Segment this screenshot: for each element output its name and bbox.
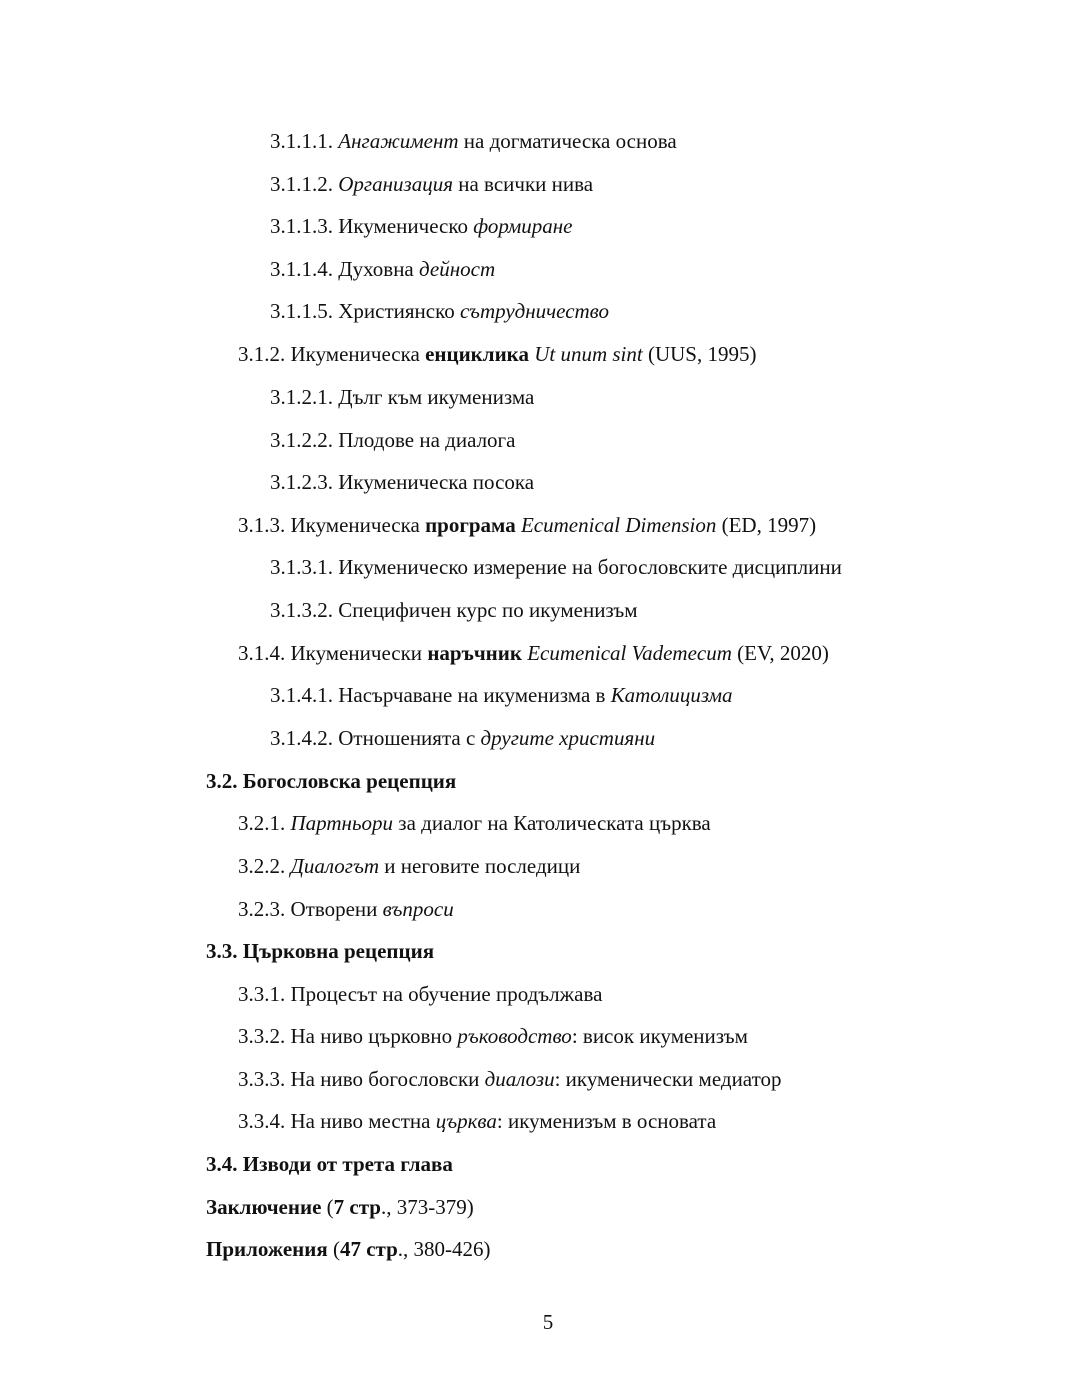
toc-text: : висок икуменизъм (571, 1024, 748, 1048)
toc-text: Отворени (290, 897, 383, 921)
toc-text: ( (327, 1237, 340, 1261)
toc-text: Дълг към икуменизма (338, 385, 535, 409)
toc-entry-3-1-4-2 (270, 725, 655, 751)
toc-entry-3-3-3 (238, 1066, 781, 1092)
toc-entry-3-1-1-4 (270, 256, 495, 282)
toc-italic-text: църква (435, 1109, 497, 1133)
toc-text: : икуменически медиатор (554, 1067, 782, 1091)
toc-text: (EV, 2020) (731, 641, 829, 665)
toc-text: Християнско (338, 299, 460, 323)
toc-number: 3.1.2.1. (270, 385, 333, 409)
toc-italic-text: Диалогът (290, 854, 380, 878)
toc-italic-text: Партньори (290, 811, 394, 835)
toc-text: (UUS, 1995) (642, 342, 757, 366)
toc-number: 3.1.1.4. (270, 257, 333, 281)
toc-text: Духовна (338, 257, 419, 281)
toc-heading-3-3: 3.3. Църковна рецепция (206, 939, 435, 963)
toc-text: ( (321, 1195, 334, 1219)
toc-entry-3-2-3 (238, 896, 454, 922)
toc-conclusion (206, 1194, 474, 1220)
toc-number: 3.1.3. (238, 513, 286, 537)
toc-text: на догматическа основа (458, 129, 677, 153)
toc-entry-3-3-4 (238, 1108, 716, 1134)
toc-heading-3-2: 3.2. Богословска рецепция (206, 769, 457, 793)
toc-number: 3.1.3.1. (270, 555, 333, 579)
toc-italic-text: дейност (419, 257, 496, 281)
toc-number: 3.1.4.1. (270, 683, 333, 707)
toc-entry-3-1-1-2 (270, 171, 593, 197)
toc-entry-3-1-1-1 (270, 128, 677, 154)
toc-bold-text: енциклика (425, 342, 529, 366)
toc-number: 3.3.3. (238, 1067, 286, 1091)
toc-number: 3.1.2. (238, 342, 286, 366)
toc-text: Икуменическо (338, 214, 474, 238)
toc-text: На ниво местна (290, 1109, 436, 1133)
toc-entry-3-1-2-3 (270, 469, 534, 495)
toc-number: 3.3.1. (238, 982, 286, 1006)
toc-text: На ниво църковно (290, 1024, 458, 1048)
toc-italic-text: въпроси (382, 897, 454, 921)
toc-bold-text: Заключение (206, 1195, 322, 1219)
toc-italic-text: сътрудничество (460, 299, 610, 323)
toc-italic-text: Ecumenical Vademecum (527, 641, 732, 665)
toc-entry-3-3-1 (238, 981, 602, 1007)
toc-text: Насърчаване на икуменизма в (338, 683, 611, 707)
toc-italic-text: Организация (338, 172, 453, 196)
toc-entry-3-1-1-5 (270, 298, 609, 324)
toc-text: Икуменическо измерение на богословските дисциплини (338, 555, 842, 579)
toc-entry-3-3-2 (238, 1023, 748, 1049)
toc-bold-text: програма (425, 513, 516, 537)
toc-page-count: 7 стр (333, 1195, 381, 1219)
page-number: 5 (542, 1310, 554, 1334)
toc-text: Икуменическа (290, 342, 426, 366)
toc-number: 3.1.2.3. (270, 470, 333, 494)
toc-number: 3.1.1.1. (270, 129, 333, 153)
toc-italic-text: ръководство (457, 1024, 572, 1048)
toc-text: (ED, 1997) (716, 513, 817, 537)
toc-text: Плодове на диалога (338, 428, 516, 452)
toc-number: 3.1.3.2. (270, 598, 333, 622)
toc-text: Отношенията с (338, 726, 481, 750)
toc-entry-3-2-2 (238, 853, 580, 879)
toc-entry-3-1-1-3 (270, 213, 572, 239)
toc-number: 3.2.1. (238, 811, 286, 835)
toc-entry-3-1-2-1 (270, 384, 534, 410)
toc-appendices (206, 1236, 491, 1262)
toc-text: Икуменически (290, 641, 428, 665)
toc-entry-3-2-1 (238, 810, 711, 836)
toc-italic-text: Католицизма (610, 683, 733, 707)
toc-italic-text: Ecumenical Dimension (520, 513, 717, 537)
toc-number: 3.1.4.2. (270, 726, 333, 750)
toc-entry-3-1-2-2 (270, 427, 516, 453)
toc-number: 3.1.1.5. (270, 299, 333, 323)
toc-number: 3.1.2.2. (270, 428, 333, 452)
toc-italic-text: другите християни (480, 726, 656, 750)
toc-page-count: 47 стр (339, 1237, 398, 1261)
toc-number: 3.1.1.3. (270, 214, 333, 238)
toc-number: 3.2.3. (238, 897, 286, 921)
toc-bold-text: наръчник (427, 641, 522, 665)
toc-text: Специфичен курс по икуменизъм (338, 598, 638, 622)
toc-text: Икуменическа посока (338, 470, 535, 494)
toc-italic-text: Ut unum sint (534, 342, 643, 366)
toc-entry-3-1-4 (238, 640, 829, 666)
toc-text: Икуменическа (290, 513, 426, 537)
toc-text: и неговите последици (379, 854, 581, 878)
toc-number: 3.1.4. (238, 641, 286, 665)
toc-number: 3.3.2. (238, 1024, 286, 1048)
toc-entry-3-1-3 (238, 512, 816, 538)
toc-text: на всички нива (452, 172, 594, 196)
toc-entry-3-1-4-1 (270, 682, 733, 708)
toc-text: : икуменизъм в основата (496, 1109, 717, 1133)
toc-page-range: ., 380-426) (397, 1237, 491, 1261)
toc-bold-text: Приложения (206, 1237, 328, 1261)
toc-text: На ниво богословски (290, 1067, 485, 1091)
toc-number: 3.3.4. (238, 1109, 286, 1133)
toc-number: 3.1.1.2. (270, 172, 333, 196)
toc-italic-text: формиране (473, 214, 573, 238)
toc-heading-3-4: 3.4. Изводи от трета глава (206, 1152, 453, 1176)
toc-entry-3-1-2 (238, 341, 756, 367)
toc-entry-3-1-3-1 (270, 554, 842, 580)
toc-italic-text: Ангажимент (338, 129, 459, 153)
toc-text: за диалог на Католическата църква (393, 811, 711, 835)
toc-entry-3-1-3-2 (270, 597, 638, 623)
toc-italic-text: диалози (484, 1067, 555, 1091)
toc-text: Процесът на обучение продължава (290, 982, 603, 1006)
toc-number: 3.2.2. (238, 854, 286, 878)
toc-page-range: ., 373-379) (380, 1195, 474, 1219)
